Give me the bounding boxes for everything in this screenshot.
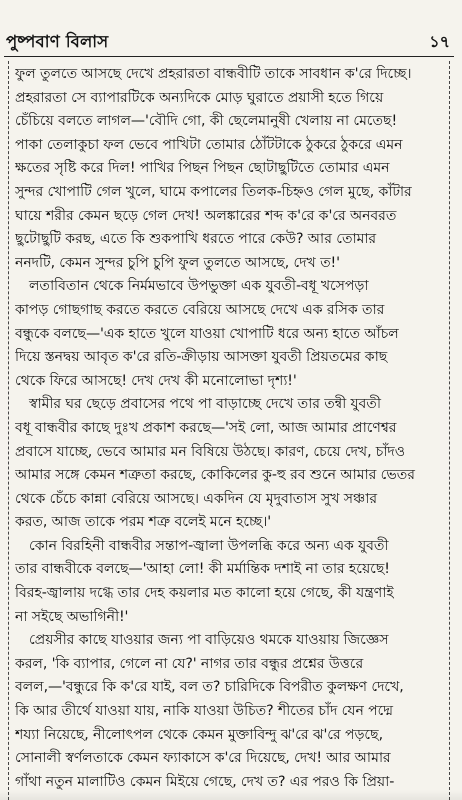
header-rule: [4, 56, 454, 57]
text-line: প্রবাসে যাচ্ছে, ভেবে আমার মন বিষিয়ে উঠছে। কারণ, চেয়ে দেখ, চাঁদও: [15, 443, 406, 460]
text-line: আমার সঙ্গে কেমন শত্রুতা করছে, কোকিলের কু-হু রব শুনে আমার ভেতর: [15, 467, 415, 484]
page-header: [6, 29, 450, 55]
paragraph-start-line: প্রেয়সীর কাছে যাওয়ার জন্য পা বাড়িয়েও থমকে যাওয়ায় জিজ্ঞেস: [29, 632, 389, 649]
running-title: পুষ্পবাণ বিলাস: [6, 32, 109, 51]
text-line: কাপড় গোছগাছ করতে করতে বেরিয়ে আসছে দেখে এক রসিক তার: [15, 301, 385, 318]
paragraph-start-line: লতাবিতান থেকে নির্মমভাবে উপভুক্তা এক যুবতী-বধূ খসেপড়া: [29, 278, 369, 295]
text-line: চেঁচিয়ে বলতে লাগল—'বৌদি গো, কী ছেলেমানুষী খেলায় না মেতেছ!: [15, 113, 397, 130]
text-line: সুন্দর খোপাটি গেল খুলে, ঘামে কপালের তিলক-চিহ্নও গেল মুছে, কাঁটার: [15, 183, 412, 200]
text-line: পাকা তেলাকুচা ফল ভেবে পাখিটা তোমার ঠোঁটটাকে ঠুকরে ঠুকরে এমন: [15, 136, 403, 153]
paragraph-start-line: কোন বিরহিনী বান্ধবীর সন্তাপ-জ্বালা উপলব্ধি করে অন্য এক যুবতী: [29, 537, 389, 554]
text-line: কি আর তীর্থে যাওয়া যায়, নাকি যাওয়া উচিত? শীতের চাঁদ যেন পদ্মে: [15, 703, 394, 720]
text-line: ফুল তুলতে আসছে দেখে প্রহরারতা বান্ধবীটি তাকে সাবধান ক'রে দিচ্ছে।: [15, 66, 412, 82]
text-line: করল, 'কি ব্যাপার, গেলে না যে?' নাগর তার বন্ধুর প্রশ্নের উত্তরে: [15, 655, 364, 672]
text-line: বলল,—'বন্ধুরে কি ক'রে যাই, বল ত? চারিদিকে বিপরীত কুলক্ষণ দেখে,: [15, 679, 404, 696]
text-line: ছুটোছুটি করছ, এতে কি শুকপাখি ধরতে পারে কেউ? আর তোমার: [15, 231, 377, 248]
text-line: ক্ষতের সৃষ্টি করে দিল! পাখির পিছন পিছন ছোটাছুটিতে তোমার এমন: [15, 160, 390, 177]
text-line: ননদটি, কেমন সুন্দর চুপি চুপি ফুল তুলতে আসছে, দেখ ত!': [15, 254, 340, 271]
text-line: ঘায়ে শরীর কেমন ছড়ে গেল দেখ! অলঙ্কারের শব্দ ক'রে ক'রে অনবরত: [15, 207, 397, 224]
body-text: [15, 63, 447, 794]
paragraph-start-line: স্বামীর ঘর ছেড়ে প্রবাসের পথে পা বাড়াচ্ছে দেখে তার তন্বী যুবতী: [29, 396, 381, 413]
text-line: বন্ধুকে বলছে—'এক হাতে খুলে যাওয়া খোপাটি ধরে অন্য হাতে আঁচল: [15, 325, 399, 342]
text-line: বিরহ-জ্বালায় দগ্ধে তার দেহ কয়লার মত কালো হয়ে গেছে, কী যন্ত্রণাই: [15, 585, 394, 602]
text-line: বধূ বান্ধবীর কাছে দুঃখ প্রকাশ করছে—'সই লো, আজ আমার প্রাণেশ্বর: [15, 419, 397, 436]
text-line: গাঁথা নতুন মালাটিও কেমন মিইয়ে গেছে, দেখ ত? এর পরও কি প্রিয়া-: [15, 773, 395, 790]
text-line: থেকে চেঁচে কান্না বেরিয়ে আসছে। একদিন যে মৃদুবাতাস সুখ সঞ্চার: [15, 490, 377, 507]
text-line: প্রহরারতা সে ব্যাপারটিকে অন্যদিকে মোড় ঘুরাতে প্রয়াসী হতে গিয়ে: [15, 89, 384, 106]
page-bottom-shadow: [0, 790, 462, 800]
text-line: না সইছে অভাগিনী!': [15, 608, 129, 625]
page-number: ১৭: [429, 32, 450, 51]
text-line: দিয়ে স্তনদ্বয় আবৃত ক'রে রতি-ক্রীড়ায় আসক্তা যুবতী প্রিয়তমের কাছ: [15, 349, 388, 366]
text-line: করত, আজ তাকে পরম শত্রু বলেই মনে হচ্ছে।': [15, 514, 271, 531]
text-line: তার বান্ধবীকে বলছে—'আহা লো! কী মর্মান্তিক দশাই না তার হয়েছে!: [15, 561, 390, 578]
text-line: সোনালী স্বর্ণলতাকে কেমন ফ্যাকাসে ক'রে দিয়েছে, দেখ! আর আমার: [15, 750, 391, 767]
text-line: শয্যা নিয়েছে, নীলোৎপল থেকে কেমন মুক্তাবিন্দু ঝ'রে ঝ'রে পড়ছে,: [15, 726, 383, 743]
text-line: থেকে ফিরে আসছে! দেখ দেখ কী মনোলোভা দৃশ্য!': [15, 372, 297, 389]
